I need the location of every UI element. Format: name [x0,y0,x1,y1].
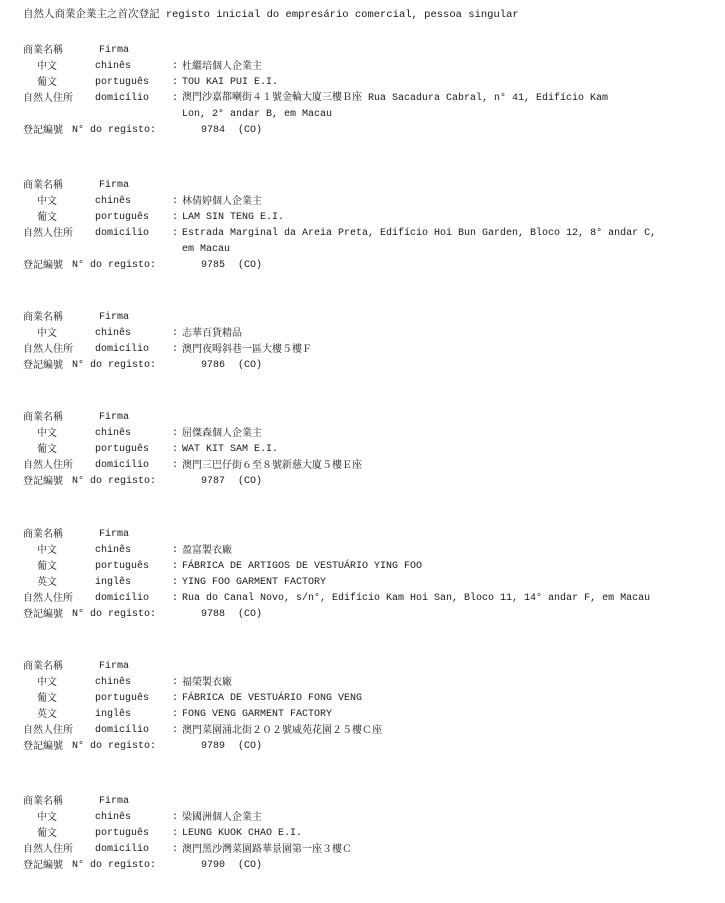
registration-row [23,607,713,623]
field-colon: : [172,593,179,604]
registration-label-pt: N° do registo: [72,125,157,136]
registration-row [23,474,713,490]
firma-english-row [23,707,713,723]
registration-number: 9790 [201,860,226,871]
firma-portuguese-row [23,826,713,842]
registration-code: (CO) [238,741,263,752]
firma-label-pt: Firma [99,312,130,323]
field-label-pt: português [95,212,150,223]
registration-number: 9785 [201,260,226,271]
firma-portuguese-row [23,75,713,91]
field-label-pt: português [95,444,150,455]
firma-english-value: YING FOO GARMENT FACTORY [182,577,327,588]
firma-portuguese-value: FÁBRICA DE VESTUÁRIO FONG VENG [182,693,363,704]
field-label-zh: 自然人住所 [23,844,73,855]
registration-row [23,123,713,139]
firma-chinese-value: 梁國洲個人企業主 [182,812,262,823]
firma-label-pt: Firma [99,45,130,56]
registration-label-pt: N° do registo: [72,476,157,487]
firma-english-value: FONG VENG GARMENT FACTORY [182,709,333,720]
field-colon: : [172,844,179,855]
domicile-value: 澳門黑沙灣菜園路華景園第一座３樓Ｃ [182,844,352,855]
field-label-zh: 自然人住所 [23,344,73,355]
registration-label-zh: 登記編號 [23,125,63,136]
field-label-pt: inglês [95,709,132,720]
field-colon: : [172,460,179,471]
field-colon: : [172,196,179,207]
field-label-pt: chinês [95,328,132,339]
field-colon: : [172,545,179,556]
field-label-pt: chinês [95,61,132,72]
field-label-zh: 葡文 [37,828,57,839]
field-label-pt: domicílio [95,344,150,355]
firma-label-zh: 商業名稱 [23,529,63,540]
registry-entry [23,178,713,274]
field-colon: : [172,828,179,839]
firma-chinese-row [23,810,713,826]
firma-heading [23,410,713,426]
field-colon: : [172,812,179,823]
registration-number: 9784 [201,125,226,136]
domicile-row [23,458,713,474]
firma-portuguese-value: WAT KIT SAM E.I. [182,444,279,455]
field-label-zh: 自然人住所 [23,593,73,604]
registration-number: 9788 [201,609,226,620]
field-label-zh: 中文 [37,196,57,207]
registration-row [23,858,713,874]
firma-label-zh: 商業名稱 [23,661,63,672]
document-header [23,6,713,23]
field-label-zh: 自然人住所 [23,725,73,736]
field-colon: : [172,428,179,439]
firma-portuguese-value: TOU KAI PUI E.I. [182,77,279,88]
registration-row [23,739,713,755]
firma-portuguese-value: LAM SIN TENG E.I. [182,212,285,223]
registration-code: (CO) [238,476,263,487]
header-title-zh: 自然人商業企業主之首次登記 [23,8,160,20]
firma-chinese-row [23,326,713,342]
field-label-zh: 中文 [37,428,57,439]
field-label-pt: português [95,561,150,572]
firma-label-pt: Firma [99,412,130,423]
field-label-zh: 英文 [37,709,57,720]
field-label-pt: domicílio [95,593,150,604]
firma-label-zh: 商業名稱 [23,412,63,423]
domicile-row [23,723,713,739]
firma-chinese-row [23,59,713,75]
field-colon: : [172,212,179,223]
domicile-value: 澳門三巴仔街６至８號新慈大廈５樓Ｅ座 [182,460,362,471]
field-label-pt: domicílio [95,460,150,471]
field-label-zh: 中文 [37,61,57,72]
firma-portuguese-row [23,559,713,575]
field-label-pt: domicílio [95,725,150,736]
field-label-zh: 葡文 [37,444,57,455]
firma-label-pt: Firma [99,796,130,807]
field-label-zh: 葡文 [37,77,57,88]
field-label-zh: 中文 [37,328,57,339]
registration-label-zh: 登記編號 [23,260,63,271]
firma-english-row [23,575,713,591]
field-colon: : [172,725,179,736]
firma-portuguese-value: FÁBRICA DE ARTIGOS DE VESTUÁRIO YING FOO [182,561,423,572]
registration-number: 9787 [201,476,226,487]
registry-entry [23,659,713,755]
registration-code: (CO) [238,260,263,271]
field-colon: : [172,328,179,339]
domicile-row-continued [23,242,713,258]
field-colon: : [172,561,179,572]
field-label-zh: 葡文 [37,212,57,223]
firma-label-pt: Firma [99,529,130,540]
field-colon: : [172,577,179,588]
registration-label-zh: 登記編號 [23,360,63,371]
field-label-pt: português [95,828,150,839]
firma-chinese-value: 志華百貨精品 [182,328,242,339]
domicile-row [23,91,713,107]
field-label-zh: 中文 [37,677,57,688]
registration-row [23,358,713,374]
registry-entry [23,310,713,374]
field-label-pt: chinês [95,545,132,556]
firma-portuguese-value: LEUNG KUOK CHAO E.I. [182,828,303,839]
firma-portuguese-row [23,442,713,458]
field-colon: : [172,93,179,104]
field-label-pt: domicílio [95,228,150,239]
domicile-row [23,226,713,242]
registration-label-pt: N° do registo: [72,260,157,271]
firma-chinese-value: 盈富製衣廠 [182,545,232,556]
registration-code: (CO) [238,609,263,620]
registration-label-zh: 登記編號 [23,741,63,752]
registry-entry [23,527,713,623]
registration-label-pt: N° do registo: [72,609,157,620]
domicile-value-continued: Lon, 2° andar B, em Macau [182,109,333,120]
domicile-value: Estrada Marginal da Areia Preta, Edifício Hoi Bun Garden, Bloco 12, 8° andar C, [182,228,657,239]
registration-label-zh: 登記編號 [23,609,63,620]
firma-label-pt: Firma [99,180,130,191]
firma-label-zh: 商業名稱 [23,180,63,191]
firma-chinese-row [23,426,713,442]
field-label-zh: 葡文 [37,693,57,704]
firma-heading [23,527,713,543]
field-label-zh: 自然人住所 [23,460,73,471]
field-label-pt: domicílio [95,844,150,855]
header-title-pt: registo inicial do empresário comercial, pessoa singular [165,9,519,21]
field-label-zh: 自然人住所 [23,93,73,104]
domicile-row [23,842,713,858]
registry-entry [23,410,713,490]
firma-heading [23,43,713,59]
field-colon: : [172,77,179,88]
field-label-zh: 英文 [37,577,57,588]
registration-code: (CO) [238,125,263,136]
domicile-value: 澳門菜園涌北街２０２號威苑花園２５樓Ｃ座 [182,725,382,736]
registration-label-pt: N° do registo: [72,860,157,871]
field-label-pt: chinês [95,428,132,439]
firma-chinese-row [23,675,713,691]
registration-code: (CO) [238,360,263,371]
domicile-value-continued: em Macau [182,244,231,255]
field-label-pt: chinês [95,812,132,823]
registration-label-zh: 登記編號 [23,476,63,487]
firma-chinese-value: 屈傑森個人企業主 [182,428,262,439]
field-label-zh: 葡文 [37,561,57,572]
firma-portuguese-row [23,210,713,226]
domicile-value: 澳門夜呣斜巷一區大樓５樓Ｆ [182,344,312,355]
firma-label-zh: 商業名稱 [23,312,63,323]
field-label-pt: domicílio [95,93,150,104]
field-label-zh: 中文 [37,545,57,556]
field-label-pt: chinês [95,196,132,207]
field-label-zh: 自然人住所 [23,228,73,239]
firma-label-pt: Firma [99,661,130,672]
domicile-row [23,342,713,358]
firma-chinese-row [23,543,713,559]
firma-heading [23,659,713,675]
registry-entry [23,794,713,874]
field-colon: : [172,444,179,455]
domicile-row [23,591,713,607]
firma-chinese-row [23,194,713,210]
field-colon: : [172,61,179,72]
registration-number: 9789 [201,741,226,752]
field-label-zh: 中文 [37,812,57,823]
registration-label-pt: N° do registo: [72,741,157,752]
firma-label-zh: 商業名稱 [23,45,63,56]
registration-label-pt: N° do registo: [72,360,157,371]
registration-row [23,258,713,274]
registry-entry [23,43,713,139]
field-colon: : [172,344,179,355]
field-label-pt: chinês [95,677,132,688]
domicile-row-continued [23,107,713,123]
registration-number: 9786 [201,360,226,371]
field-label-pt: português [95,77,150,88]
field-colon: : [172,677,179,688]
firma-heading [23,310,713,326]
firma-label-zh: 商業名稱 [23,796,63,807]
field-label-pt: português [95,693,150,704]
field-label-pt: inglês [95,577,132,588]
registration-label-zh: 登記編號 [23,860,63,871]
field-colon: : [172,709,179,720]
domicile-value: Rua do Canal Novo, s/n°, Edifício Kam Hoi San, Bloco 11, 14° andar F, em Macau [182,593,651,604]
firma-chinese-value: 杜繼培個人企業主 [182,61,262,72]
firma-chinese-value: 福榮製衣廠 [182,677,232,688]
field-colon: : [172,693,179,704]
registration-code: (CO) [238,860,263,871]
firma-heading [23,794,713,810]
firma-chinese-value: 林倩婷個人企業主 [182,196,262,207]
field-colon: : [172,228,179,239]
firma-portuguese-row [23,691,713,707]
firma-heading [23,178,713,194]
domicile-value: 澳門沙嘉都喇街４１號金輪大廈三樓Ｂ座 Rua Sacadura Cabral, n° 41, Edifício Kam [182,93,609,104]
